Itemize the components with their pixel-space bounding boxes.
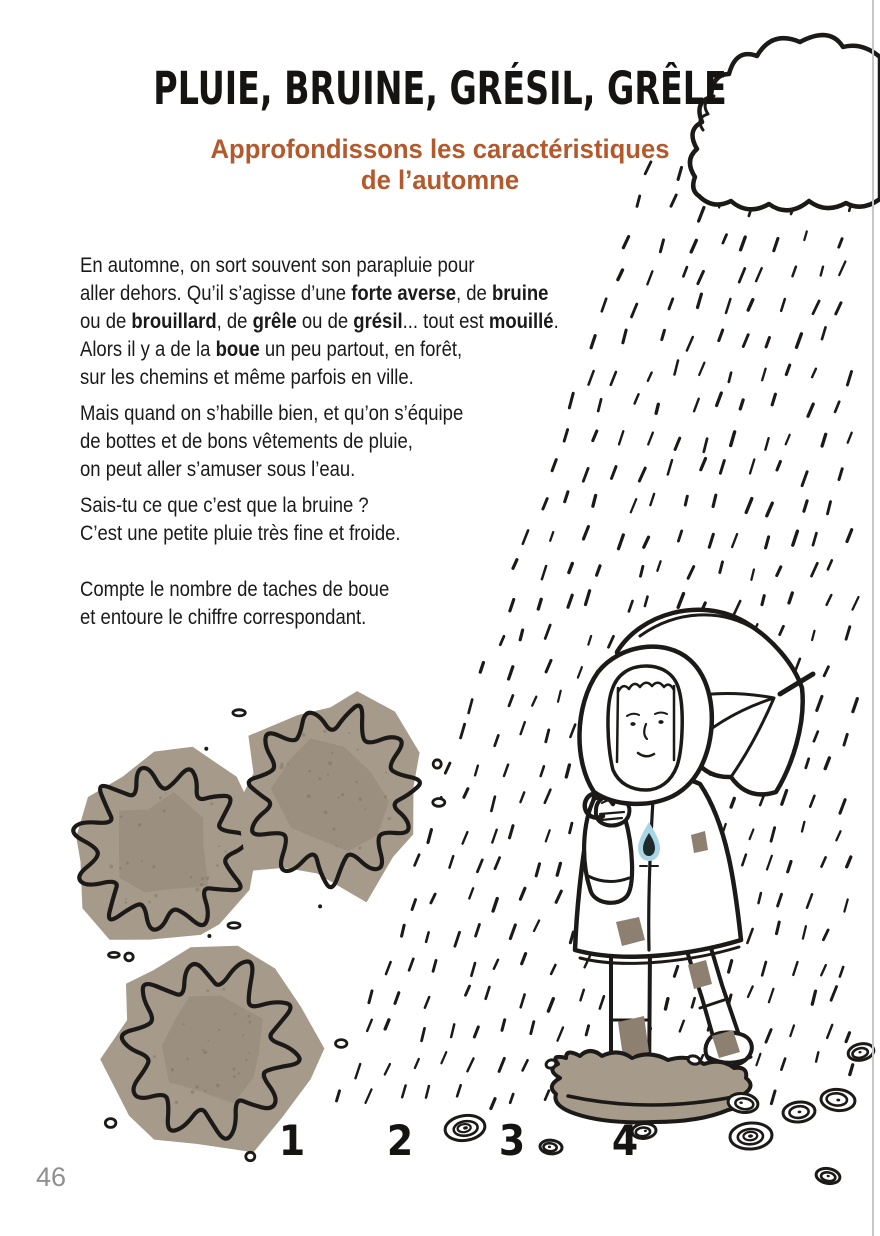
intro-text [80, 252, 696, 556]
mud-droplet [105, 1119, 116, 1128]
rain-ripple [815, 1167, 841, 1186]
mud-splat [233, 691, 445, 908]
instruction-line: et entoure le chiffre correspondant. [80, 606, 367, 629]
mud-puddle [545, 1051, 751, 1122]
page-edge-line [872, 0, 874, 1236]
mud-splat [100, 934, 347, 1161]
eye [630, 722, 635, 726]
activity-instruction [80, 576, 389, 632]
page-title: PLUIE, BRUINE, GRÉSIL, GRÊLE [153, 62, 727, 115]
subtitle-line-2: de l’automne [360, 165, 520, 195]
mud-droplet [433, 799, 445, 807]
choice-4: 4 [611, 1116, 639, 1165]
rain-ripple [782, 1100, 816, 1123]
instruction-line: Compte le nombre de taches de boue [80, 578, 390, 601]
rain-ripple [820, 1088, 856, 1112]
hood-and-face [579, 647, 711, 804]
rain-ripple [539, 1139, 562, 1154]
mud-droplet [246, 1152, 255, 1160]
choice-2: 2 [386, 1116, 414, 1165]
mud-splats [73, 691, 445, 1161]
child-with-umbrella [575, 610, 813, 1101]
eye [658, 720, 663, 724]
paragraph: Sais-tu ce que c’est que la bruine ? C’est une petite pluie très fine et froide. [80, 494, 401, 545]
paragraph: Mais quand on s’habille bien, et qu’on s’équipe de bottes et de bons vêtements de pluie, on peut aller s’amuser sous l’eau. [80, 402, 464, 481]
mud-droplet [233, 710, 245, 716]
mud-splat [73, 747, 257, 961]
rain-ripple [443, 1113, 486, 1143]
page-number: 46 [36, 1162, 67, 1192]
mud-droplet [125, 953, 133, 961]
mud-droplet [228, 923, 240, 929]
mud-dot [204, 747, 208, 751]
arm-and-hand [584, 796, 632, 903]
paragraph: En automne, on sort souvent son parapluie pour aller dehors. Qu’il s’agisse d’une forte averse, de bruine ou de brouillard, de grêle ou de grésil... tout est mouillé. Alors il y a de la boue un peu partout, en forêt, sur les chemins et même parfois en ville. [80, 254, 559, 389]
choice-1: 1 [278, 1116, 306, 1165]
mud-dot [318, 904, 322, 908]
mud-dot [207, 934, 211, 938]
mud-droplet [109, 952, 120, 957]
subtitle-line-1: Approfondissons les caractéristiques [210, 134, 670, 164]
page-subtitle [22, 134, 858, 196]
mud-droplet [336, 1040, 347, 1048]
rain-ripple [729, 1122, 773, 1151]
mud-droplet [433, 760, 441, 768]
choice-3: 3 [498, 1116, 526, 1165]
